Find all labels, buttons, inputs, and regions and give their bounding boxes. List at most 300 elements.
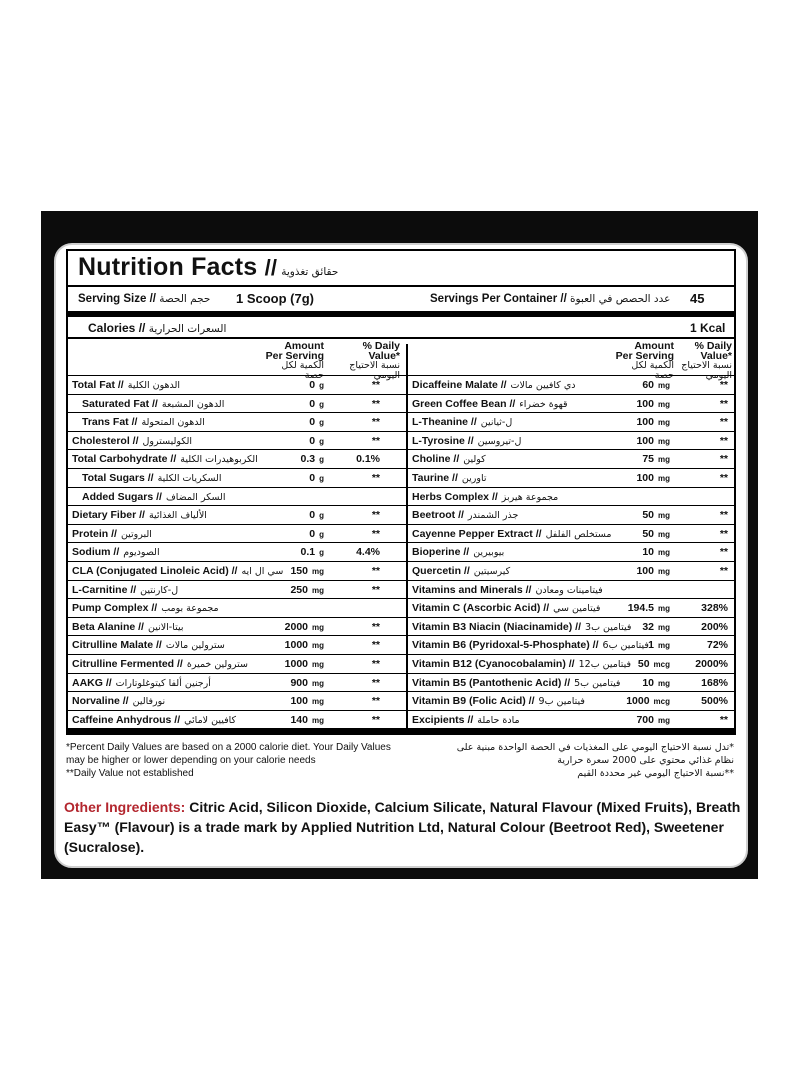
daily-value: 500%: [701, 695, 728, 708]
divider: [68, 285, 734, 287]
amount-value: 150: [290, 565, 308, 577]
other-ingredients-label: Other Ingredients:: [64, 799, 186, 815]
amount-value: 60: [642, 379, 654, 391]
daily-value: **: [371, 509, 380, 522]
daily-value: **: [719, 416, 728, 429]
nutrient-name: [412, 416, 512, 428]
footnote-en-2: may be higher or lower depending on your calorie needs: [66, 755, 316, 766]
amount-label: Amount: [634, 340, 674, 352]
serving-size-ar: حجم الحصة: [159, 293, 211, 305]
nutrient-name-en: Cayenne Pepper Extract //: [412, 527, 542, 540]
nutrient-row: [408, 431, 734, 451]
title-slashes: //: [264, 255, 278, 280]
nutrition-facts-title: [78, 253, 338, 282]
amount-unit: g: [319, 511, 324, 521]
nutrient-amount: [610, 602, 670, 614]
daily-value: **: [719, 434, 728, 447]
amount-unit: mcg: [653, 697, 670, 707]
nutrient-name-en: Total Carbohydrate //: [72, 453, 177, 466]
nutrient-name: [412, 621, 631, 633]
nutrient-name-ar: البروتين: [120, 528, 152, 540]
nutrient-amount: [264, 658, 324, 670]
nutrient-name-en: Herbs Complex //: [412, 490, 498, 503]
amount-unit: mg: [312, 715, 324, 725]
nutrient-name-ar: دي كافيين مالات: [510, 380, 576, 391]
nutrient-amount: [264, 677, 324, 689]
dv-label: % Daily Value*: [362, 340, 400, 362]
nutrient-name: [72, 677, 211, 689]
daily-value: **: [371, 583, 380, 596]
amount-value: 10: [642, 676, 654, 689]
nutrient-name-en: Quercetin //: [412, 565, 470, 577]
amount-value: 700: [636, 713, 654, 726]
nutrient-name-en: Vitamin B9 (Folic Acid) //: [412, 695, 535, 708]
amount-value: 0: [309, 472, 316, 484]
nutrient-row: [68, 691, 406, 711]
nutrient-name: [412, 491, 558, 503]
calories-value: 1 Kcal: [690, 321, 726, 335]
amount-value: 140: [290, 713, 308, 726]
footnotes-en: [66, 741, 396, 780]
daily-value: **: [371, 472, 380, 484]
daily-value: **: [371, 527, 380, 540]
nutrient-row: [408, 375, 734, 395]
nutrient-name-ar: السكر المضاف: [165, 491, 226, 503]
nutrient-name-en: Added Sugars //: [82, 490, 162, 503]
nutrient-name: [412, 714, 520, 726]
nutrient-row: [408, 468, 734, 488]
nutrient-name-en: Citrulline Malate //: [72, 639, 162, 652]
nutrient-row: [68, 412, 406, 432]
nutrient-name-ar: كيرسيتين: [473, 566, 511, 577]
nutrient-amount: [610, 565, 670, 577]
nutrient-name: [82, 398, 224, 410]
amount-unit: mg: [658, 622, 670, 632]
nutrient-row: [408, 617, 734, 637]
nutrient-name-en: L-Carnitine //: [72, 583, 137, 596]
nutrient-row: [68, 580, 406, 600]
daily-value: 168%: [701, 676, 728, 689]
nutrient-name: [412, 509, 518, 521]
nutrient-amount: [610, 472, 670, 484]
daily-value: **: [371, 416, 380, 429]
nutrient-row: [68, 449, 406, 469]
footnote-en-3: **Daily Value not established: [66, 768, 194, 779]
servings-per-container-ar: عدد الحصص في العبوة: [569, 293, 671, 305]
daily-value: **: [371, 658, 380, 670]
nutrient-name: [72, 602, 219, 614]
amount-value: 100: [636, 397, 654, 410]
nutrient-name: [412, 379, 576, 391]
amount-value: 75: [642, 453, 654, 466]
amount-unit: g: [319, 529, 324, 539]
nutrient-name: [72, 379, 180, 391]
daily-value: **: [719, 713, 728, 726]
nutrient-name-en: Vitamin C (Ascorbic Acid) //: [412, 602, 550, 615]
serving-size-value: 1 Scoop (7g): [236, 291, 315, 306]
nutrient-row: [68, 375, 406, 395]
daily-value: 72%: [706, 639, 728, 652]
amount-value: 0: [309, 527, 316, 540]
nutrient-name-ar: ل-كارنتين: [140, 584, 179, 596]
nutrient-row: [68, 635, 406, 655]
nutrient-name-ar: كولين: [463, 454, 486, 466]
amount-value: 32: [642, 620, 654, 633]
servings-per-container-label: Servings Per Container //: [430, 293, 567, 305]
amount-unit: mg: [658, 474, 670, 483]
amount-unit: mg: [658, 511, 670, 521]
nutrient-row: [408, 710, 734, 730]
nutrient-amount: [264, 472, 324, 484]
per-serving-label: Per Serving: [615, 350, 674, 362]
footnote-ar-3: **نسبة الاحتياج اليومي غير محددة القيم: [577, 768, 734, 779]
nutrient-name: [72, 546, 160, 558]
nutrient-name-ar: فيتامين ب5: [574, 677, 621, 689]
amount-value: 2000: [284, 620, 308, 633]
nutrient-row: [68, 524, 406, 544]
nutrient-amount: [264, 379, 324, 391]
nutrient-row: [408, 542, 734, 562]
nutrient-row: [68, 505, 406, 525]
nutrient-row: [408, 691, 734, 711]
nutrient-name-en: Choline //: [412, 453, 460, 466]
nutrient-row: [408, 673, 734, 693]
amount-value: 0: [309, 397, 316, 410]
nutrient-name-ar: بيوبيرين: [473, 547, 505, 559]
amount-unit: mg: [658, 381, 670, 390]
amount-unit: g: [319, 455, 324, 465]
dv-ar2: اليومي: [705, 370, 732, 381]
footnote-en-1: *Percent Daily Values are based on a 2000 calorie diet. Your Daily Values: [66, 742, 391, 753]
nutrient-name: [412, 565, 510, 577]
nutrient-amount: [610, 528, 670, 540]
daily-value: **: [371, 397, 380, 410]
nutrient-name-en: CLA (Conjugated Linoleic Acid) //: [72, 565, 238, 577]
nutrient-name-en: Norvaline //: [72, 695, 129, 708]
nutrient-name-ar: فيتامين ب3: [585, 621, 632, 633]
amount-unit: g: [319, 436, 324, 446]
nutrient-amount: [610, 435, 670, 447]
per-serving-label: Per Serving: [265, 350, 324, 362]
nutrient-name: [72, 565, 283, 577]
amount-unit: mg: [658, 604, 670, 614]
nutrient-name: [72, 584, 178, 596]
nutrient-row: [408, 487, 734, 507]
nutrient-name-en: Vitamins and Minerals //: [412, 583, 532, 596]
nutrient-name-en: Beta Alanine //: [72, 620, 144, 633]
nutrient-name: [412, 602, 600, 614]
nutrient-name: [412, 472, 487, 484]
servings-per-container-value: 45: [690, 291, 705, 306]
nutrient-name-en: Pump Complex //: [72, 602, 158, 615]
nutrient-name: [72, 639, 225, 651]
nutrient-amount: [264, 398, 324, 410]
nutrient-name-ar: سي ال ايه: [241, 566, 284, 577]
nutrient-amount: [610, 398, 670, 410]
amount-ar: الكمية لكل حصة: [631, 360, 674, 381]
nutrient-name-ar: الدهون الكلية: [127, 380, 181, 391]
nutrient-name-en: L-Tyrosine //: [412, 434, 474, 447]
amount-unit: mg: [312, 622, 324, 632]
other-ingredients: [64, 797, 744, 857]
amount-unit: mg: [312, 641, 324, 651]
title-en: Nutrition Facts: [78, 253, 258, 281]
amount-ar: الكمية لكل حصة: [281, 360, 324, 381]
nutrient-name-ar: مجموعة بومب: [161, 603, 219, 615]
nutrient-name: [72, 528, 152, 540]
nutrient-name-ar: مادة حاملة: [477, 714, 520, 726]
nutrient-name: [82, 472, 221, 484]
nutrient-name-ar: جذر الشمندر: [467, 510, 519, 522]
amount-unit: g: [319, 548, 324, 558]
footnote-ar-1: *تدل نسبة الاحتياج اليومي على المغذيات في الحصة الواحدة مبنية على: [456, 742, 734, 753]
nutrient-name: [412, 584, 603, 596]
nutrient-name-ar: سترولين مالات: [165, 640, 225, 652]
amount-value: 0: [309, 416, 316, 429]
nutrient-row: [68, 542, 406, 562]
nutrient-name-ar: الكوليسترول: [142, 435, 193, 447]
nutrient-name-ar: تاورين: [461, 473, 487, 484]
amount-unit: mg: [658, 436, 670, 446]
daily-value: **: [719, 565, 728, 577]
daily-value: **: [719, 509, 728, 522]
nutrient-row: [408, 580, 734, 600]
amount-value: 100: [636, 416, 654, 429]
nutrient-amount: [610, 621, 670, 633]
amount-unit: mg: [312, 697, 324, 707]
nutrient-amount: [264, 695, 324, 707]
nutrient-amount: [264, 565, 324, 577]
daily-value: 328%: [701, 602, 728, 615]
amount-value: 0.1: [300, 546, 316, 559]
amount-value: 50: [637, 658, 650, 670]
amount-value: 0.3: [300, 453, 316, 466]
amount-unit: g: [319, 418, 324, 428]
nutrient-name: [412, 677, 620, 689]
footnote-ar-2: نظام غذائي محتوي على 2000 سعرة حرارية: [557, 755, 734, 766]
nutrient-name-ar: ل-تيروسين: [477, 435, 522, 447]
nutrient-name-ar: قهوة خضراء: [519, 398, 568, 410]
nutrient-name-en: Vitamin B6 (Pyridoxal-5-Phosphate) //: [412, 639, 599, 652]
calories-label: Calories //: [88, 321, 146, 335]
nutrient-name-ar: نورفالين: [132, 696, 166, 708]
amount-value: 100: [636, 434, 654, 447]
amount-value: 50: [642, 527, 654, 540]
nutrient-row: [68, 431, 406, 451]
nutrient-row: [68, 654, 406, 674]
divider: [68, 337, 734, 339]
nutrient-amount: [610, 379, 670, 391]
daily-value: 0.1%: [356, 453, 380, 466]
nutrient-name: [82, 491, 225, 503]
amount-unit: mg: [658, 418, 670, 428]
nutrient-amount: [610, 416, 670, 428]
nutrient-name-en: Bioperine //: [412, 546, 470, 559]
nutrient-row: [408, 635, 734, 655]
amount-value: 0: [309, 379, 316, 391]
amount-value: 10: [642, 546, 654, 559]
amount-unit: mg: [312, 567, 324, 576]
daily-value: **: [371, 639, 380, 652]
amount-unit: mg: [658, 715, 670, 725]
nutrient-name-ar: الدهون المتحولة: [141, 417, 205, 429]
nutrient-name-ar: فيتامين ب12: [578, 659, 632, 670]
nutrient-name-en: Citrulline Fermented //: [72, 658, 183, 670]
amount-value: 100: [636, 472, 654, 484]
nutrient-name-ar: الدهون المشبعة: [161, 398, 225, 410]
nutrient-name-ar: الألياف الغذائية: [148, 510, 207, 522]
amount-value: 100: [290, 695, 308, 708]
nutrient-name-en: Sodium //: [72, 546, 120, 559]
nutrient-amount: [610, 453, 670, 465]
nutrient-name: [412, 453, 486, 465]
nutrient-amount: [610, 695, 670, 707]
amount-unit: mg: [312, 585, 324, 595]
nutrient-name-ar: ل-ثيانين: [480, 417, 513, 429]
dv-label: % Daily Value*: [694, 340, 732, 362]
nutrient-amount: [264, 528, 324, 540]
nutrient-name-ar: مستخلص الفلفل: [545, 528, 612, 540]
nutrient-name-en: L-Theanine //: [412, 416, 477, 429]
nutrient-amount: [264, 639, 324, 651]
title-ar: حقائق تغذوية: [281, 266, 339, 278]
calories-ar: السعرات الحرارية: [148, 323, 227, 335]
amount-value: 194.5: [627, 602, 654, 615]
nutrient-name: [72, 695, 165, 707]
nutrient-name-ar: فيتامين ب6: [602, 640, 649, 652]
amount-unit: g: [319, 399, 324, 409]
nutrient-row: [68, 598, 406, 618]
nutrient-row: [68, 394, 406, 414]
nutrient-name-en: Dietary Fiber //: [72, 509, 145, 522]
nutrient-name-en: Dicaffeine Malate //: [412, 379, 507, 391]
amount-value: 0: [309, 509, 316, 522]
amount-label: Amount: [284, 340, 324, 352]
nutrient-name-en: Total Fat //: [72, 379, 124, 391]
amount-value: 900: [290, 676, 308, 689]
daily-value: **: [719, 472, 728, 484]
nutrient-name-ar: السكريات الكلية: [157, 473, 222, 484]
amount-unit: mg: [658, 548, 670, 558]
daily-value: **: [371, 620, 380, 633]
nutrient-name-ar: سترولين خميرة: [186, 659, 248, 670]
daily-value: **: [719, 397, 728, 410]
amount-value: 50: [642, 509, 654, 522]
amount-unit: mg: [658, 529, 670, 539]
nutrient-name-en: Total Sugars //: [82, 472, 154, 484]
daily-value: 200%: [701, 620, 728, 633]
amount-unit: g: [319, 474, 324, 483]
nutrient-amount: [264, 621, 324, 633]
divider-thick: [68, 311, 734, 317]
nutrient-amount: [264, 546, 324, 558]
daily-value: **: [719, 527, 728, 540]
nutrient-amount: [264, 584, 324, 596]
amount-value: 1: [648, 639, 654, 652]
nutrient-name-en: Protein //: [72, 527, 117, 540]
nutrient-row: [408, 412, 734, 432]
amount-unit: mg: [658, 455, 670, 465]
nutrient-amount: [264, 435, 324, 447]
nutrient-name: [72, 658, 248, 670]
daily-value: **: [371, 676, 380, 689]
divider-thick: [68, 728, 734, 734]
amount-unit: g: [319, 381, 324, 390]
nutrient-row: [408, 394, 734, 414]
daily-value: **: [719, 453, 728, 466]
nutrient-amount: [610, 677, 670, 689]
nutrient-amount: [610, 546, 670, 558]
dv-ar1: نسبة الاحتياج: [681, 360, 732, 371]
nutrient-amount: [264, 416, 324, 428]
amount-unit: mg: [312, 678, 324, 688]
amount-unit: mcg: [653, 660, 670, 669]
serving-size: [78, 293, 210, 305]
daily-value: **: [719, 546, 728, 559]
nutrient-name-ar: فيتامين سي: [553, 603, 601, 615]
nutrient-row: [68, 468, 406, 488]
nutrient-name: [412, 546, 504, 558]
nutrient-amount: [610, 639, 670, 651]
nutrient-name-en: Caffeine Anhydrous //: [72, 713, 181, 726]
nutrient-row: [408, 449, 734, 469]
amount-unit: mg: [312, 660, 324, 669]
daily-value: **: [371, 379, 380, 391]
amount-value: 250: [290, 583, 308, 596]
nutrient-name: [72, 621, 183, 633]
nutrient-name-en: Vitamin B5 (Pantothenic Acid) //: [412, 676, 571, 689]
nutrient-name: [72, 453, 258, 465]
nutrient-name-en: Trans Fat //: [82, 416, 138, 429]
servings-per-container: [430, 293, 670, 305]
nutrient-row: [68, 710, 406, 730]
nutrient-amount: [264, 714, 324, 726]
nutrient-name-ar: بيتا-الانين: [147, 621, 184, 633]
amount-value: 1000: [284, 658, 308, 670]
nutrient-name: [72, 435, 192, 447]
daily-value: 4.4%: [356, 546, 380, 559]
daily-value: **: [719, 379, 728, 391]
nutrient-row: [408, 524, 734, 544]
amount-unit: mg: [658, 567, 670, 576]
nutrient-row: [68, 617, 406, 637]
other-ingredients-text: Citric Acid, Silicon Dioxide, Calcium Silicate, Natural Flavour (Mixed Fruits), Breath Easy™ (Flavour) is a trade mark by Applied Nutrition Ltd, Natural Colour (Beetroot Red), Sweetener (Sucralose).: [64, 799, 741, 855]
amount-unit: mg: [658, 641, 670, 651]
nutrient-row: [68, 673, 406, 693]
footnotes-ar: [400, 741, 734, 780]
nutrient-name: [412, 695, 585, 707]
nutrient-name-ar: مجموعة هيربز: [501, 491, 559, 503]
nutrient-name: [412, 398, 568, 410]
nutrient-amount: [610, 658, 670, 670]
amount-value: 100: [636, 565, 654, 577]
dv-ar1: نسبة الاحتياج: [349, 360, 400, 371]
amount-value: 1000: [284, 639, 308, 652]
nutrient-name-en: Cholesterol //: [72, 434, 139, 447]
nutrient-name-en: Saturated Fat //: [82, 397, 158, 410]
serving-size-label: Serving Size //: [78, 293, 156, 305]
nutrient-name-en: AAKG //: [72, 676, 112, 689]
dv-ar2: اليومي: [373, 370, 400, 381]
nutrient-amount: [610, 509, 670, 521]
daily-value: **: [371, 434, 380, 447]
nutrient-row: [408, 654, 734, 674]
nutrient-name: [412, 435, 521, 447]
nutrient-amount: [264, 509, 324, 521]
amount-value: 0: [309, 434, 316, 447]
nutrient-name-en: Vitamin B3 Niacin (Niacinamide) //: [412, 620, 582, 633]
nutrient-name-en: Beetroot //: [412, 509, 464, 522]
